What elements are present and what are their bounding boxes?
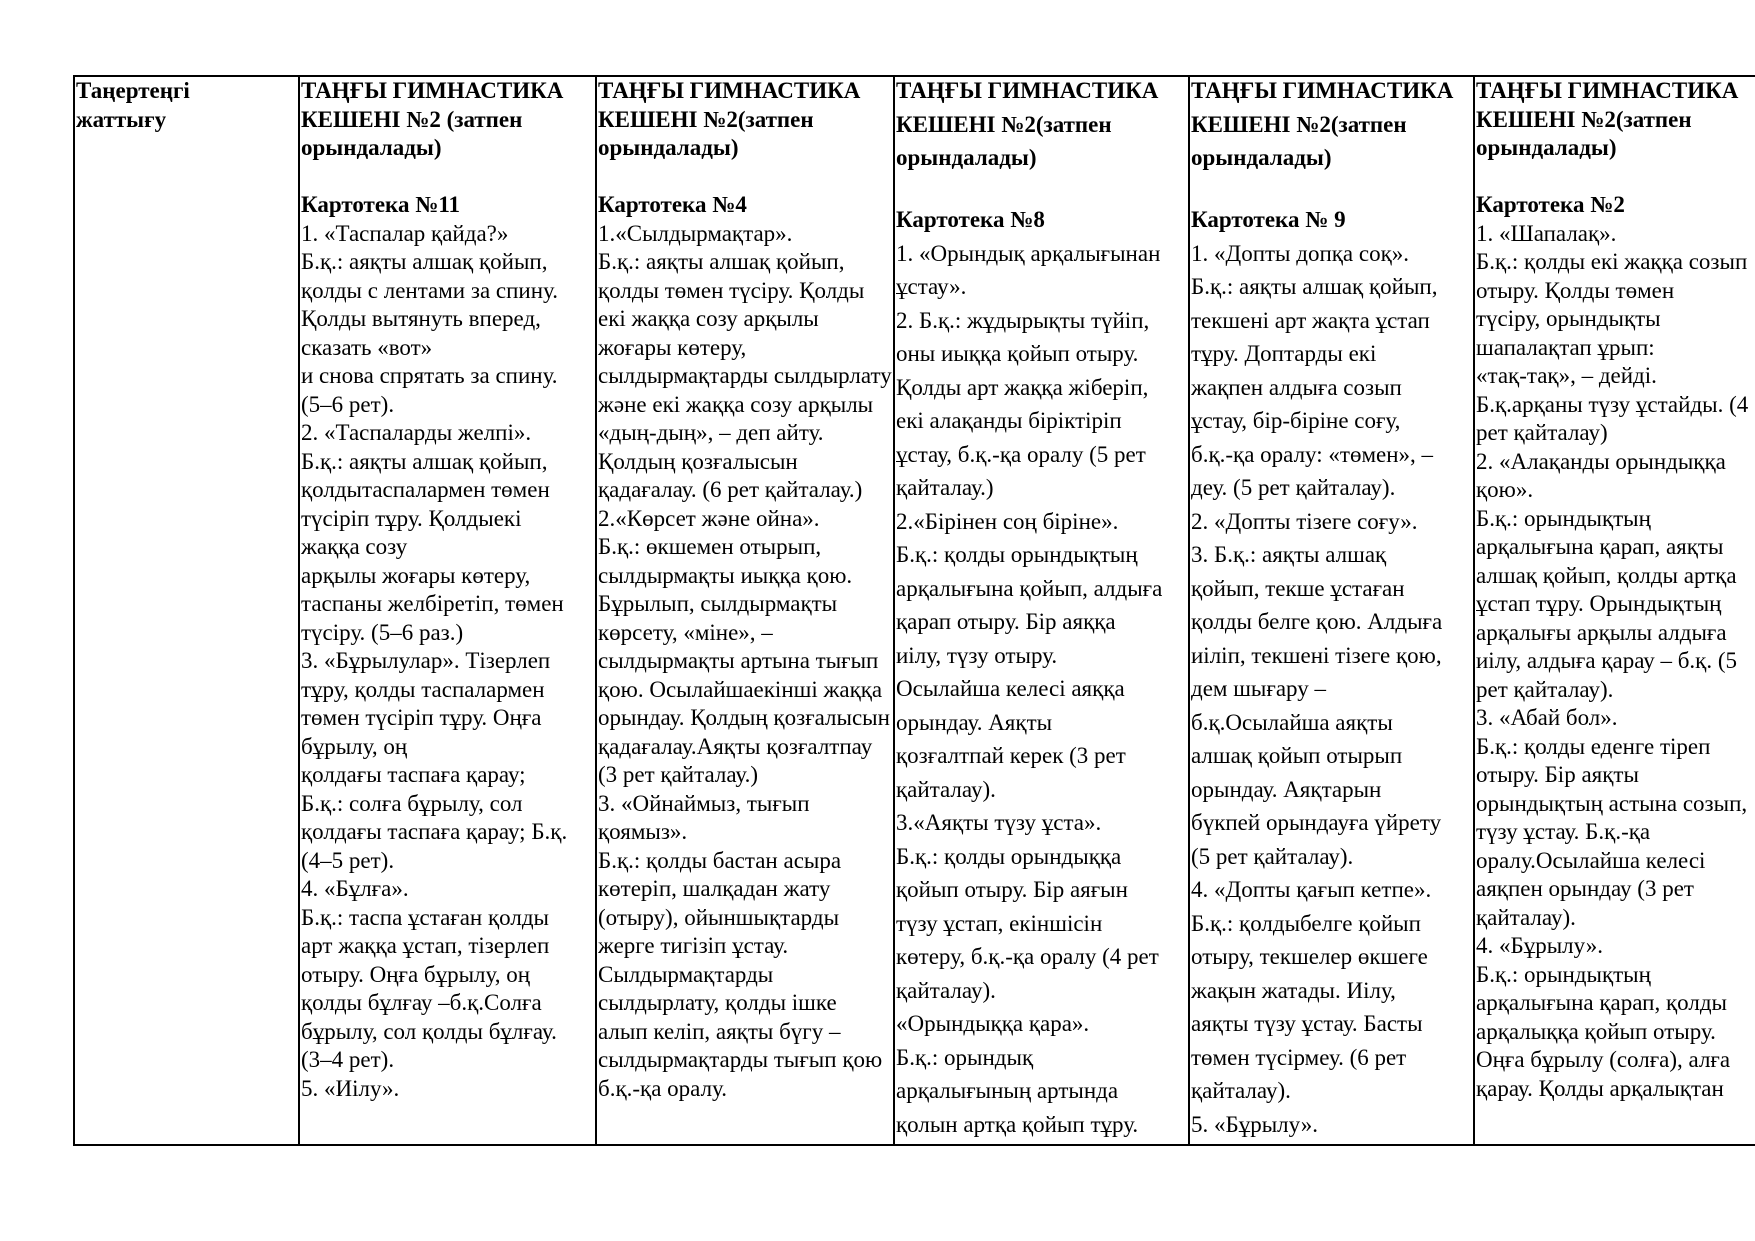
exercise-text-line: 2. «Таспаларды желпі». (301, 420, 532, 445)
exercise-text-line: оралу.Осылайша келесі (1476, 847, 1706, 873)
exercise-text-line: 1. «Допты допқа соқ». (1191, 240, 1410, 266)
exercise-text-line: Қолды арт жаққа жіберіп, (896, 374, 1149, 400)
exercise-text-line: қадағалау.Аяқты қозғалтпау (598, 733, 873, 759)
exercise-text-line: қою». (1476, 477, 1534, 502)
exercise-text-line: төмен түсіріп тұру. Оңға (301, 705, 542, 730)
exercise-text-line: сылдырмақты артына тығып (598, 648, 879, 673)
exercise-text-line: көтеріп, шалқадан жату (598, 876, 831, 901)
exercise-text-line: 2.«Бірінен соң біріне». (896, 508, 1119, 534)
exercise-text-line: қойып, текше ұстаған (1191, 575, 1405, 601)
exercise-text-line: шапалақтап ұрып: (1476, 334, 1655, 360)
exercise-text-line: ұстау, бір-біріне соғу, (1191, 408, 1401, 433)
exercise-text-line: сказать «вот» (301, 334, 433, 360)
day-column-cell (1474, 76, 1755, 1145)
exercise-text-line: Қолдың қозғалысын (598, 448, 798, 474)
exercise-text-line: оны иыққа қойып отыру. (896, 341, 1139, 366)
exercise-text-line: 4. «Допты қағып кетпе». (1191, 877, 1432, 902)
exercise-text-line: и снова спрятать за спину. (301, 363, 558, 388)
exercise-text-line: 3.«Аяқты түзу ұста». (896, 810, 1102, 835)
exercise-text-line: 3. «Абай бол». (1476, 705, 1618, 730)
exercise-text-line: (3 рет қайталау.) (598, 762, 758, 787)
exercise-text-line: алып келіп, аяқты бүгу – (598, 1018, 841, 1044)
column-title-line: орындалады) (1191, 145, 1332, 170)
exercise-text-line: Б.қ.: қолды бастан асыра (598, 847, 842, 873)
exercise-text-line: (3–4 рет). (301, 1047, 395, 1072)
exercise-text-line: орындау. Қолдың қозғалысын (598, 705, 890, 730)
exercise-text-line: төмен түсірмеу. (6 рет (1191, 1044, 1407, 1070)
exercise-text-line: қолды бұлғау –б.қ.Солға (301, 990, 542, 1015)
exercise-text-line: арқалығына қарап, қолды (1476, 990, 1727, 1015)
exercise-text-line: 3. «Бұрылулар». Тізерлеп (301, 648, 551, 673)
exercise-text-line: көрсету, «міне», – (598, 619, 773, 645)
exercise-text-line: 2. «Допты тізеге соғу». (1191, 508, 1418, 534)
card-number-heading: Картотека №11 (301, 192, 461, 217)
exercise-text-line: түсіру. (5–6 раз.) (301, 619, 464, 645)
exercise-text-line: сылдырмақтарды тығып қою (598, 1047, 883, 1072)
exercise-text-line: екі алақанды біріктіріп (896, 408, 1122, 433)
day-column-cell (299, 76, 596, 1145)
exercise-text-line: қайталау). (896, 977, 996, 1003)
exercise-text-line: сылдырмақты иыққа қою. (598, 562, 853, 588)
exercise-text-line: отыру, текшелер өкшеге (1191, 944, 1428, 969)
exercise-text-line: (отыру), ойыншықтарды (598, 904, 840, 930)
exercise-text-line: қайталау). (896, 776, 996, 802)
exercise-text-line: 5. «Бұрылу». (1191, 1111, 1318, 1137)
card-number-heading: Картотека №4 (598, 192, 747, 217)
exercise-text-line: б.қ.-қа оралу: «төмен», – (1191, 441, 1434, 467)
exercise-text-line: 3. «Ойнаймыз, тығып (598, 790, 810, 816)
exercise-text-line: Б.қ.: өкшемен отырып, (598, 534, 822, 559)
column-title-line: орындалады) (1476, 135, 1617, 160)
exercise-text-line: Б.қ.: солға бұрылу, сол (301, 790, 523, 816)
exercise-text-line: Б.қ.: орындықтың (1476, 505, 1651, 531)
exercise-text-line: ұстап тұру. Орындықтың (1476, 591, 1722, 616)
card-number-heading: Картотека № 9 (1191, 207, 1346, 232)
exercise-text-line: бұрылу, оң (301, 733, 408, 759)
exercise-text-line: арқылы жоғары көтеру, (301, 562, 531, 588)
exercise-text-line: Қолды вытянуть вперед, (301, 306, 541, 331)
column-title-line: орындалады) (301, 135, 442, 160)
morning-exercise-row (74, 76, 1755, 1145)
spacer (1191, 178, 1473, 207)
exercise-text-line: алшақ қойып отырып (1191, 743, 1403, 768)
exercise-text-line: Б.қ.: аяқты алшақ қойып, (301, 448, 548, 474)
exercise-text-line: қолдағы таспаға қарау; (301, 762, 526, 787)
exercise-text-line: (5 рет қайталау). (1191, 843, 1354, 869)
exercise-text-line: ұстау, б.қ.-қа оралу (5 рет (896, 441, 1146, 467)
column-title-line: ТАҢҒЫ ГИМНАСТИКА (301, 78, 564, 103)
exercise-text-line: арқалығына қойып, алдыға (896, 575, 1163, 601)
exercise-text-line: қайталау.) (896, 475, 994, 500)
exercise-text-line: Б.қ.: таспа ұстаған қолды (301, 904, 549, 930)
exercise-text-line: Б.қ.: қолды еденге тіреп (1476, 733, 1711, 759)
exercise-text-line: 4. «Бұлға». (301, 876, 409, 901)
exercise-text-line: отыру. Қолды төмен (1476, 277, 1675, 303)
exercise-text-line: жаққа созу (301, 534, 408, 559)
exercise-text-line: аяқты түзу ұстау. Басты (1191, 1011, 1423, 1036)
row-header-cell (74, 76, 299, 1145)
column-title-line: ТАҢҒЫ ГИМНАСТИКА (1476, 78, 1739, 103)
exercise-text-line: 2. «Алақанды орындыққа (1476, 448, 1726, 474)
exercise-text-line: иіліп, текшені тізеге қою, (1191, 642, 1442, 668)
exercise-text-line: 5. «Иілу». (301, 1075, 400, 1101)
exercise-text-line: қою. Осылайшаекінші жаққа (598, 676, 883, 702)
exercise-text-line: 1.«Сылдырмақтар». (598, 220, 793, 246)
day-column-cell (1189, 76, 1474, 1145)
spacer (598, 163, 893, 192)
exercise-text-line: 1. «Таспалар қайда?» (301, 220, 509, 246)
exercise-text-line: Бұрылып, сылдырмақты (598, 591, 838, 616)
spacer (1476, 163, 1755, 192)
exercise-text-line: түсіру, орындықты (1476, 306, 1661, 331)
exercise-text-line: қолын артқа қойып тұру. (896, 1111, 1139, 1137)
column-title-line: орындалады) (598, 135, 739, 160)
exercise-text-line: «дың-дың», – деп айту. (598, 420, 824, 445)
exercise-text-line: қолдағы таспаға қарау; Б.қ. (301, 819, 568, 844)
exercise-text-line: орындықтың астына созып, (1476, 790, 1748, 816)
exercise-text-line: отыру. Бір аяқты (1476, 762, 1639, 787)
exercise-text-line: сылдырлату, қолды ішке (598, 990, 837, 1015)
exercise-text-line: 2.«Көрсет және ойна». (598, 505, 820, 531)
exercise-text-line: қарап отыру. Бір аяққа (896, 609, 1116, 634)
exercise-text-line: қайталау). (1476, 904, 1576, 930)
column-title-line: КЕШЕНІ №2 (затпен (301, 106, 523, 132)
exercise-text-line: тұру, қолды таспалармен (301, 676, 545, 702)
exercise-text-line: б.қ.-қа оралу. (598, 1075, 728, 1101)
exercise-text-line: иілу, алдыға қарау – б.қ. (5 (1476, 648, 1738, 673)
exercise-text-line: қозғалтпай керек (3 рет (896, 743, 1126, 768)
exercise-text-line: отыру. Оңға бұрылу, оң (301, 961, 531, 987)
exercise-text-line: қарау. Қолды арқалықтан (1476, 1075, 1724, 1101)
exercise-text-line: Б.қ.арқаны түзу ұстайды. (4 (1476, 391, 1749, 417)
exercise-text-line: жерге тигізіп ұстау. (598, 933, 789, 958)
exercise-text-line: 4. «Бұрылу». (1476, 933, 1603, 958)
exercise-text-line: арқалығына қарап, аяқты (1476, 534, 1724, 559)
exercise-text-line: Б.қ.: қолды орындыққа (896, 843, 1122, 869)
exercise-text-line: Сылдырмақтарды (598, 961, 774, 987)
exercise-text-line: (5–6 рет). (301, 391, 395, 417)
exercise-text-line: қоямыз». (598, 819, 688, 844)
exercise-text-line: және екі жаққа созу арқылы (598, 391, 874, 417)
exercise-text-line: 3. Б.қ.: аяқты алшақ (1191, 542, 1387, 567)
column-title-line: КЕШЕНІ №2(затпен (1191, 111, 1407, 137)
exercise-text-line: қадағалау. (6 рет қайталау.) (598, 477, 863, 502)
exercise-text-line: жақпен алдыға созып (1191, 374, 1402, 400)
exercise-text-line: 2. Б.қ.: жұдырықты түйіп, (896, 307, 1150, 333)
exercise-text-line: дем шығару – (1191, 676, 1326, 701)
row-header-line: жаттығу (76, 106, 167, 132)
exercise-text-line: деу. (5 рет қайталау). (1191, 475, 1396, 500)
exercise-text-line: Б.қ.: орындықтың (1476, 961, 1651, 987)
exercise-text-line: бұрылу, сол қолды бұлғау. (301, 1018, 557, 1044)
column-title-line: КЕШЕНІ №2(затпен (598, 106, 814, 132)
column-title-line: КЕШЕНІ №2(затпен (896, 111, 1112, 137)
column-title-line: орындалады) (896, 145, 1037, 170)
exercise-text-line: қайталау). (1191, 1078, 1291, 1103)
card-number-heading: Картотека №8 (896, 207, 1045, 232)
exercise-text-line: Осылайша келесі аяққа (896, 676, 1125, 701)
row-header-line: Таңертеңгі (76, 78, 190, 103)
exercise-text-line: тұру. Доптарды екі (1191, 341, 1377, 366)
exercise-text-line: орындау. Аяқтарын (1191, 776, 1382, 802)
column-title-line: ТАҢҒЫ ГИМНАСТИКА (1191, 78, 1454, 103)
exercise-text-line: Оңға бұрылу (солға), алға (1476, 1047, 1731, 1072)
card-number-heading: Картотека №2 (1476, 192, 1625, 217)
exercise-text-line: Б.қ.: қолды екі жаққа созып (1476, 249, 1748, 274)
exercise-text-line: қолды белге қою. Алдыға (1191, 609, 1443, 634)
exercise-text-line: таспаны желбіретіп, төмен (301, 591, 564, 616)
exercise-text-line: 1. «Шапалақ». (1476, 220, 1617, 246)
exercise-text-line: түзу ұстау. Б.қ.-қа (1476, 819, 1651, 844)
day-column-cell (894, 76, 1189, 1145)
exercise-text-line: көтеру, б.қ.-қа оралу (4 рет (896, 944, 1159, 969)
column-title-line: КЕШЕНІ №2(затпен (1476, 106, 1692, 132)
exercise-text-line: арқалығының артында (896, 1078, 1119, 1103)
column-title-line: ТАҢҒЫ ГИМНАСТИКА (598, 78, 861, 103)
exercise-text-line: арқалыққа қойып отыру. (1476, 1018, 1716, 1044)
exercise-text-line: рет қайталау) (1476, 420, 1608, 445)
exercise-text-line: түзу ұстап, екіншісін (896, 910, 1103, 936)
exercise-text-line: «тақ-тақ», – дейді. (1476, 363, 1657, 388)
exercise-text-line: аяқпен орындау (3 рет (1476, 876, 1694, 901)
exercise-text-line: екі жаққа созу арқылы (598, 306, 819, 331)
exercise-text-line: орындау. Аяқты (896, 709, 1053, 735)
exercise-text-line: бүкпей орындауға үйрету (1191, 810, 1442, 835)
exercise-text-line: «Орындыққа қара». (896, 1011, 1090, 1036)
exercise-text-line: қолды төмен түсіру. Қолды (598, 277, 865, 303)
daily-plan-table (73, 75, 1755, 1146)
exercise-text-line: иілу, түзу отыру. (896, 642, 1058, 668)
exercise-text-line: алшақ қойып, қолды артқа (1476, 562, 1737, 588)
exercise-text-line: жақын жатады. Иілу, (1191, 977, 1396, 1003)
spacer (301, 163, 595, 192)
exercise-text-line: Б.қ.: қолды орындықтың (896, 542, 1138, 567)
exercise-text-line: текшені арт жақта ұстап (1191, 307, 1430, 333)
exercise-text-line: қойып отыру. Бір аяғын (896, 877, 1128, 902)
column-title-line: ТАҢҒЫ ГИМНАСТИКА (896, 78, 1159, 103)
exercise-text-line: қолдытаспалармен төмен (301, 477, 550, 502)
exercise-text-line: жоғары көтеру, (598, 334, 747, 360)
exercise-text-line: арт жаққа ұстап, тізерлеп (301, 933, 550, 958)
exercise-text-line: б.қ.Осылайша аяқты (1191, 709, 1393, 735)
exercise-text-line: рет қайталау). (1476, 676, 1614, 702)
exercise-text-line: Б.қ.: аяқты алшақ қойып, (301, 249, 548, 274)
exercise-text-line: арқалығы арқылы алдыға (1476, 619, 1727, 645)
exercise-text-line: Б.қ.: аяқты алшақ қойып, (1191, 274, 1438, 299)
exercise-text-line: сылдырмақтарды сылдырлату (598, 363, 892, 388)
exercise-text-line: қолды с лентами за спину. (301, 277, 558, 303)
day-column-cell (596, 76, 894, 1145)
exercise-text-line: ұстау». (896, 274, 967, 299)
exercise-text-line: (4–5 рет). (301, 847, 395, 873)
exercise-text-line: түсіріп тұру. Қолдыекі (301, 505, 522, 531)
spacer (896, 178, 1188, 207)
exercise-text-line: Б.қ.: қолдыбелге қойып (1191, 910, 1421, 936)
exercise-text-line: Б.қ.: орындық (896, 1044, 1034, 1070)
exercise-text-line: 1. «Орындық арқалығынан (896, 240, 1161, 266)
exercise-text-line: Б.қ.: аяқты алшақ қойып, (598, 249, 845, 274)
